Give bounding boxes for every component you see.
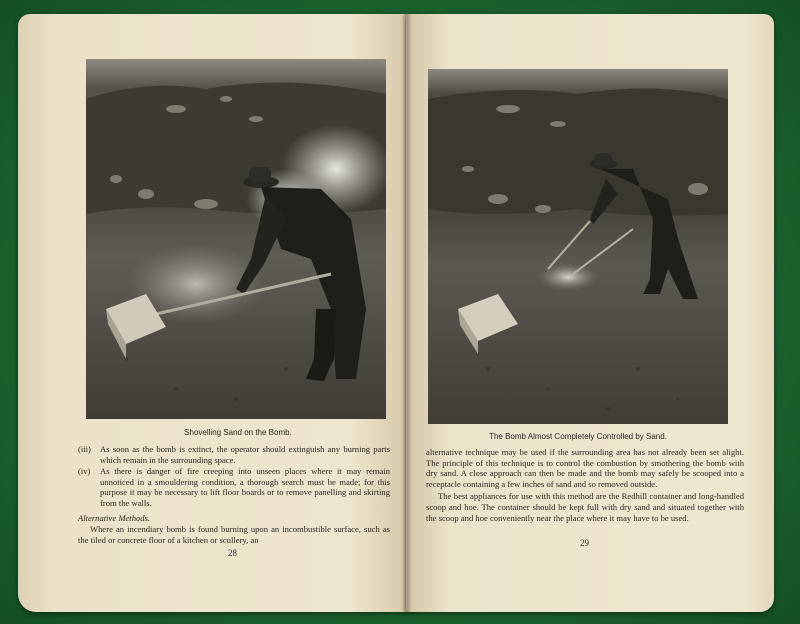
photo-bomb-controlled	[428, 69, 728, 424]
right-page-text	[426, 447, 744, 525]
item-number: (iv)	[78, 466, 91, 477]
left-page-text	[78, 444, 390, 547]
item-text: As there is danger of fire creeping into unseen places where it may remain unnoticed in a smouldering condition, a thorough search must be made; for this purpose it may be necessary to lift floor boards or to remove panelling and skirting from the walls.	[100, 466, 390, 508]
item-number: (iii)	[78, 444, 91, 454]
open-booklet	[18, 14, 788, 612]
caption-right-photo: The Bomb Almost Completely Controlled by Sand.	[489, 432, 667, 441]
item-text: As soon as the bomb is extinct, the operator should extinguish any burning parts which remain in the surrounding space.	[100, 444, 390, 465]
caption-left-photo: Shovelling Sand on the Bomb.	[184, 428, 292, 437]
paragraph: The best appliances for use with this method are the Redhill container and long-handled scoop and hoe. The container should be kept full with dry sand and situated together with the scoop and hoe conveniently near the place where it may have to be used.	[426, 491, 744, 523]
paragraph: Where an incendiary bomb is found burning upon an incombustible surface, such as the tiled or concrete floor of a kitchen or scullery, an	[78, 524, 390, 545]
page-number-right: 29	[580, 538, 589, 548]
book-gutter	[402, 14, 412, 612]
paragraph: alternative technique may be used if the surrounding area has not already been set alight. The principle of this technique is to control the combustion by smothering the bomb with dry sand. A close approach can then be made and the bomb may safely be scooped into a receptacle containing a few inches of sand and so removed outside.	[426, 447, 744, 489]
list-item	[78, 444, 390, 465]
section-heading: Alternative Methods.	[78, 512, 151, 523]
photo-shovelling-sand	[86, 59, 386, 419]
page-number-left: 28	[228, 548, 237, 558]
list-item	[78, 466, 390, 508]
